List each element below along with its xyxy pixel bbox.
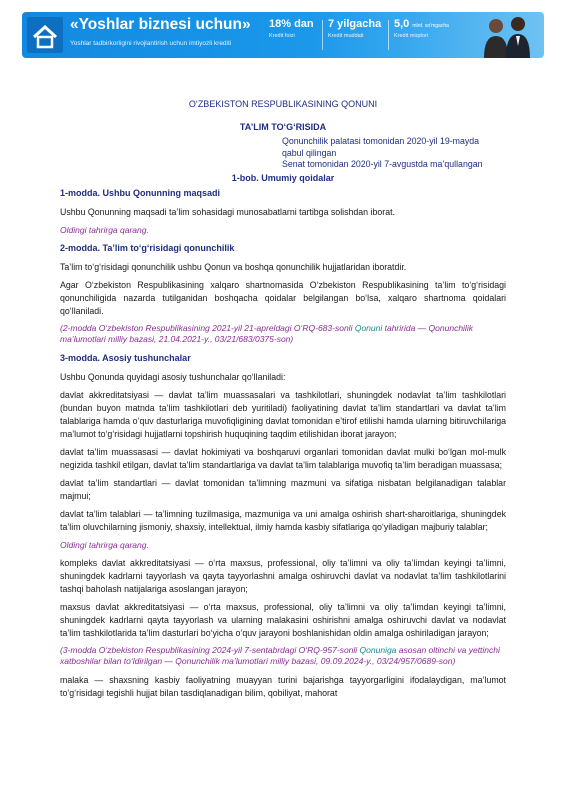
banner-title: «Yoshlar biznesi uchun» [70,16,251,33]
article-1-title: 1-modda. Ushbu Qonunning maqsadi [60,187,221,198]
article-3-reference: (3-modda O‘zbekiston Respublikasining 2024-yil 7-sentabrdagi O‘RQ-957-sonli Qonuniga asosan oltinchi va yettinchi xatboshilar bilan to‘ldirilgan — Qonunchilik ma’lumotlari milliy bazasi, 09.09.2024-y., 03/24/957/0689-son) [60,644,500,666]
previous-edition-note: Oldingi tahrirga qarang. [60,539,149,550]
document-title: TA’LIM TO‘G‘RISIDA [239,122,327,132]
article-1-text: Ushbu Qonunning maqsadi ta’lim sohasidagi munosabatlarni tartibga solishdan iborat. [60,206,395,217]
article-3-intro: Ushbu Qonunda quyidagi asosiy tushunchalar qo‘llaniladi: [60,371,286,382]
adoption-info: Qonunchilik palatasi tomonidan 2020-yil 19-mayda qabul qilingan Senat tomonidan 2020-yil 7-avgustda ma’qullangan [282,136,483,169]
house-logo-icon [27,17,63,53]
stat-rate: 18% dan Kredit foizi [269,18,314,39]
people-photo-icon [476,12,538,58]
article-2-title: 2-modda. Ta’lim to‘g‘risidagi qonunchilik [60,242,235,253]
ad-banner[interactable] [22,12,544,58]
previous-edition-link[interactable]: Oldingi [60,224,87,235]
article-2-reference: (2-modda O‘zbekiston Respublikasining 2021-yil 21-apreldagi O‘RQ-683-sonli Qonuni tahririda — Qonunchilik ma’lumotlari milliy bazasi, 21.04.2021-y., 03/21/683/0375-son) [60,322,473,344]
law-link[interactable]: Qonuniga [359,644,397,655]
document-header: O‘ZBEKISTON RESPUBLIKASINING QONUNI [188,99,378,109]
definition-item: maxsus davlat akkreditatsiyasi — o‘rta maxsus, professional, oliy ta’limni va oliy ta’limdan keyingi ta’limni, shuningdek kadrlarni qayta tayyorlash va ularning malakasini oshirishni amalga oshiruvchi davlat va nodavlat ta’lim tashkilotlarida ta’lim dasturlari bo‘yicha o‘quv jarayoni boshlanishidan oldin amalga oshiriladigan jarayon; [60,601,506,638]
banner-subtitle: Yoshlar tadbirkorligini rivojlantirish uchun imtiyozli krediti [70,40,232,47]
article-2-p1: Ta’lim to‘g‘risidagi qonunchilik ushbu Qonun va boshqa qonunchilik hujjatlaridan iboratdir. [60,261,407,272]
previous-edition-link[interactable]: Oldingi [60,539,87,550]
definition-item: davlat ta’lim talablari — ta’limning tuzilmasiga, mazmuniga va uni amalga oshirish shart-sharoitlariga, shuningdek ta’lim oluvchilarning jismoniy, shaxsiy, intellektual, ilmiy hamda kasbiy sifatlariga qo‘yiladigan majburiy talablar; [60,508,506,532]
definition-item: davlat ta’lim standartlari — davlat tomonidan ta’limning mazmuni va sifatiga nisbatan belgilanadigan talablar majmui; [60,477,506,501]
definition-item: davlat ta’lim muassasasi — davlat hokimiyati va boshqaruvi organlari tomonidan davlat mulki bo‘lgan mol-mulk negizida tashkil etilgan, davlat ta’lim standartlariga va davlat ta’lim talablariga muvofiq ta’lim beradigan muassasa; [60,446,506,470]
previous-edition-note: Oldingi tahrirga qarang. [60,224,149,235]
law-link[interactable]: Qonuni [354,322,383,333]
definition-item: kompleks davlat akkreditatsiyasi — o‘rta maxsus, professional, oliy ta’limni va oliy ta’limdan keyingi ta’limni, shuningdek kadrlarni tayyorlash va qayta tayyorlashni amalga oshiruvchi davlat va nodavlat ta’lim tashkilotlarini tashqi baholash natijalariga asoslangan jarayon; [60,557,506,594]
definition-item: davlat akkreditatsiyasi — davlat ta’lim muassasalari va tashkilotlari, shuningdek nodavlat ta’lim tashkilotlari (bundan buyon matnda ta’lim tashkilotlari deb yuritiladi) faoliyatining davlat ta’lim standartlari va davlat ta’lim talablariga hamda o‘quv dasturlariga muvofiqligining davlat tomonidan e’tirof etilishi hamda ularning bitiruvchilariga ma’lumot to‘g‘risidagi hujjatlarni topshirish huquqining taqdim etilishidan iborat jarayon; [60,389,506,439]
law-document [60,98,506,705]
stat-term: 7 yilgacha Kredit muddati [328,18,382,39]
stat-amount: 5,0 mlrd. so'mgacha Kredit miqdori [394,18,449,39]
article-2-p2: Agar O‘zbekiston Respublikasining xalqaro shartnomasida O‘zbekiston Respublikasining ta’lim to‘g‘risidagi qonunchiligida nazarda tutilganidan boshqacha qoidalar belgilangan bo‘lsa, xalqaro shartnoma qoidalari qo‘llaniladi. [60,279,506,316]
article-3-title: 3-modda. Asosiy tushunchalar [60,352,191,363]
definition-item: malaka — shaxsning kasbiy faoliyatning muayyan turini bajarishga tayyorgarligini ifodalaydigan, ma’lumot to‘g‘risidagi tegishli hujjat bilan tasdiqlanadigan bilim, qobiliyat, mahorat [60,674,506,698]
chapter-heading: 1-bob. Umumiy qoidalar [231,172,335,183]
